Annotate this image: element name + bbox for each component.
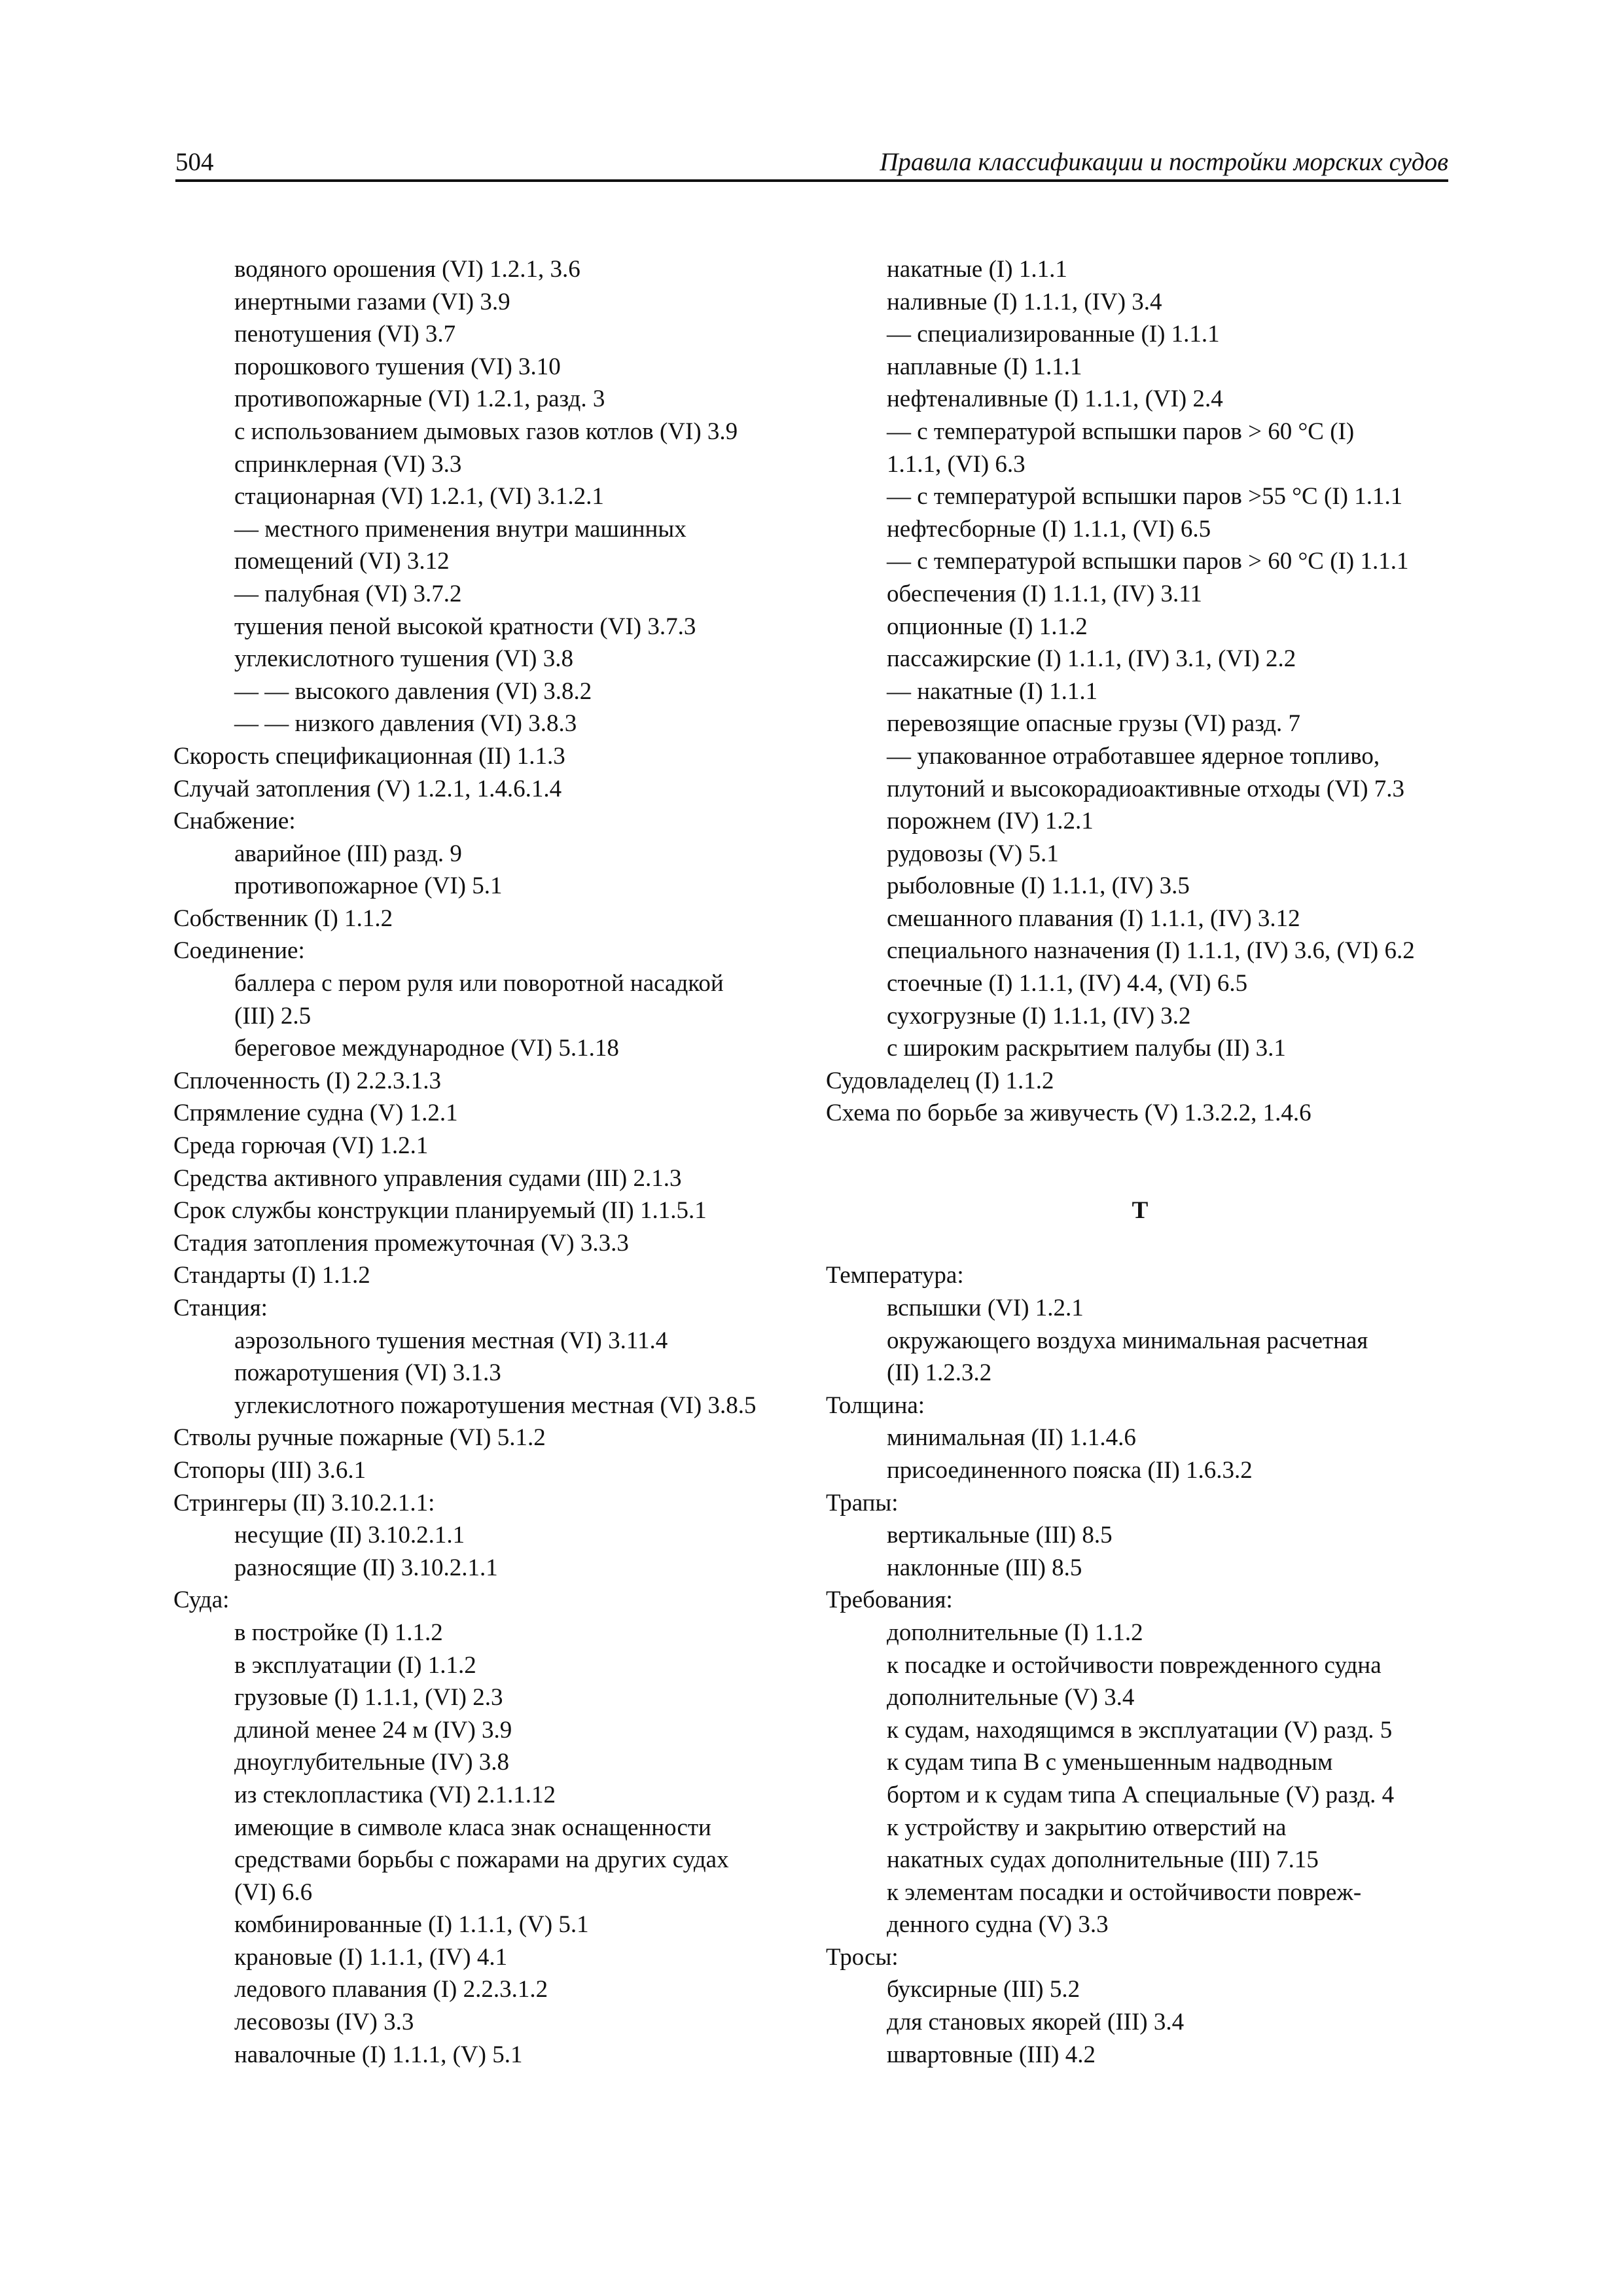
index-subentry: помещений (VI) 3.12 (234, 548, 450, 575)
index-subentry: грузовые (I) 1.1.1, (VI) 2.3 (234, 1684, 503, 1712)
index-entry: Тросы: (826, 1943, 899, 1971)
index-entry: Стандарты (I) 1.1.2 (173, 1262, 370, 1289)
page-number: 504 (175, 148, 214, 176)
index-subentry: вспышки (VI) 1.2.1 (887, 1295, 1084, 1321)
index-subentry: бортом и к судам типа А специальные (V) разд. 4 (887, 1781, 1395, 1808)
index-subentry: для становых якорей (III) 3.4 (887, 2009, 1185, 2036)
index-subentry: присоединенного пояска (II) 1.6.3.2 (887, 1456, 1253, 1484)
index-subentry: перевозящие опасные грузы (VI) разд. 7 (887, 710, 1300, 738)
index-entry: Судовладелец (I) 1.1.2 (826, 1067, 1054, 1094)
index-subentry: дополнительные (I) 1.1.2 (887, 1619, 1143, 1646)
index-entry: Стволы ручные пожарные (VI) 5.1.2 (173, 1424, 546, 1452)
index-subentry: длиной менее 24 м (IV) 3.9 (234, 1716, 512, 1744)
index-entry: Станция: (173, 1295, 268, 1321)
index-entry: Случай затопления (V) 1.2.1, 1.4.6.1.4 (173, 775, 562, 802)
index-subentry: к судам типа В с уменьшенным надводным (887, 1749, 1333, 1776)
spacer (826, 1130, 1454, 1162)
index-entry: Стадия затопления промежуточная (V) 3.3.3 (173, 1229, 629, 1257)
index-subentry: рыболовные (I) 1.1.1, (IV) 3.5 (887, 872, 1190, 900)
index-subentry: — специализированные (I) 1.1.1 (887, 321, 1220, 348)
spacer (826, 1162, 1454, 1195)
index-subentry: накатные (I) 1.1.1 (887, 256, 1067, 283)
index-entry: Суда: (173, 1587, 230, 1614)
index-entry: Снабжение: (173, 808, 296, 835)
index-subentry: аэрозольного тушения местная (VI) 3.11.4 (234, 1327, 668, 1354)
index-subentry: буксирные (III) 5.2 (887, 1976, 1080, 2003)
index-entry: Спрямление судна (V) 1.2.1 (173, 1100, 458, 1127)
index-entry: Стопоры (III) 3.6.1 (173, 1456, 366, 1484)
index-subentry: — с температурой вспышки паров > 60 °С (I) 1.1.1 (887, 548, 1409, 575)
header-rule (175, 179, 1448, 182)
index-subentry: (III) 2.5 (234, 1002, 312, 1030)
index-subentry: — накатные (I) 1.1.1 (887, 677, 1098, 705)
index-entry: Сплоченность (I) 2.2.3.1.3 (173, 1067, 441, 1094)
index-subentry: рудовозы (V) 5.1 (887, 840, 1059, 867)
index-subentry: накатных судах дополнительные (III) 7.15 (887, 1846, 1319, 1874)
index-subentry: — местного применения внутри машинных (234, 515, 687, 543)
index-subentry: дноуглубительные (IV) 3.8 (234, 1749, 510, 1776)
index-subentry: с широким раскрытием палубы (II) 3.1 (887, 1035, 1286, 1062)
index-subentry: инертными газами (VI) 3.9 (234, 288, 510, 315)
index-subentry: к судам, находящимся в эксплуатации (V) разд. 5 (887, 1716, 1393, 1744)
index-entry: Трапы: (826, 1489, 899, 1516)
index-entry: Схема по борьбе за живучесть (V) 1.3.2.2, 1.4.6 (826, 1100, 1311, 1127)
index-subentry: разносящие (II) 3.10.2.1.1 (234, 1554, 498, 1581)
index-subentry: средствами борьбы с пожарами на других судах (234, 1846, 729, 1874)
index-subentry: несущие (II) 3.10.2.1.1 (234, 1522, 465, 1549)
index-subentry: нефтесборные (I) 1.1.1, (VI) 6.5 (887, 515, 1211, 543)
index-subentry: минимальная (II) 1.1.4.6 (887, 1424, 1136, 1452)
index-subentry: имеющие в символе класа знак оснащенности (234, 1814, 711, 1841)
index-subentry: пенотушения (VI) 3.7 (234, 321, 456, 348)
index-subentry: сухогрузные (I) 1.1.1, (IV) 3.2 (887, 1002, 1191, 1030)
index-subentry: к устройству и закрытию отверстий на (887, 1814, 1287, 1841)
index-subentry: вертикальные (III) 8.5 (887, 1522, 1113, 1549)
spacer (826, 1227, 1454, 1260)
index-subentry: наклонные (III) 8.5 (887, 1554, 1082, 1581)
index-entry: Температура: (826, 1262, 964, 1289)
index-subentry: баллера с пером руля или поворотной насадкой (234, 970, 724, 997)
index-subentry: плутоний и высокорадиоактивные отходы (VI) 7.3 (887, 775, 1405, 802)
index-subentry: спринклерная (VI) 3.3 (234, 450, 462, 478)
index-subentry: нефтеналивные (I) 1.1.1, (VI) 2.4 (887, 386, 1223, 413)
index-entry: Средства активного управления судами (III) 2.1.3 (173, 1164, 682, 1192)
index-subentry: 1.1.1, (VI) 6.3 (887, 450, 1026, 478)
running-title: Правила классификации и постройки морских судов (880, 148, 1448, 176)
index-entry: Среда горючая (VI) 1.2.1 (173, 1132, 429, 1160)
index-subentry: наливные (I) 1.1.1, (IV) 3.4 (887, 288, 1162, 315)
index-subentry: специального назначения (I) 1.1.1, (IV) 3.6, (VI) 6.2 (887, 937, 1415, 965)
index-entry: Требования: (826, 1587, 953, 1614)
index-subentry: — упакованное отработавшее ядерное топливо, (887, 742, 1380, 770)
index-subentry: дополнительные (V) 3.4 (887, 1684, 1135, 1712)
index-subentry: — с температурой вспышки паров > 60 °С (I) (887, 418, 1355, 445)
page-header (175, 145, 1448, 179)
index-subentry: из стеклопластика (VI) 2.1.1.12 (234, 1781, 556, 1808)
index-subentry: швартовные (III) 4.2 (887, 2041, 1096, 2068)
index-subentry: стоечные (I) 1.1.1, (IV) 4.4, (VI) 6.5 (887, 970, 1248, 997)
index-subentry: порожнем (IV) 1.2.1 (887, 808, 1094, 835)
index-subentry: береговое международное (VI) 5.1.18 (234, 1035, 619, 1062)
index-subentry: — с температурой вспышки паров >55 °С (I) 1.1.1 (887, 483, 1403, 511)
index-subentry: — — высокого давления (VI) 3.8.2 (234, 677, 592, 705)
index-subentry: — — низкого давления (VI) 3.8.3 (234, 710, 577, 738)
index-entry: Стрингеры (II) 3.10.2.1.1: (173, 1489, 435, 1516)
index-entry: Собственник (I) 1.1.2 (173, 905, 393, 932)
index-column-right (826, 253, 1454, 2071)
index-subentry: к посадке и остойчивости поврежденного судна (887, 1651, 1382, 1679)
index-subentry: аварийное (III) разд. 9 (234, 840, 462, 867)
index-subentry: тушения пеной высокой кратности (VI) 3.7.3 (234, 613, 696, 640)
index-entry: Срок службы конструкции планируемый (II) 1.1.5.1 (173, 1197, 707, 1225)
index-entry: Соединение: (173, 937, 305, 965)
index-subentry: смешанного плавания (I) 1.1.1, (IV) 3.12 (887, 905, 1300, 932)
index-subentry: в эксплуатации (I) 1.1.2 (234, 1651, 476, 1679)
index-subentry: к элементам посадки и остойчивости повреж- (887, 1878, 1362, 1906)
index-subentry: лесовозы (IV) 3.3 (234, 2009, 414, 2036)
index-subentry: наплавные (I) 1.1.1 (887, 353, 1082, 380)
index-subentry: углекислотного пожаротушения местная (VI) 3.8.5 (234, 1391, 757, 1419)
index-subentry: пожаротушения (VI) 3.1.3 (234, 1359, 501, 1387)
index-subentry: пассажирские (I) 1.1.1, (IV) 3.1, (VI) 2.2 (887, 645, 1296, 673)
index-subentry: в постройке (I) 1.1.2 (234, 1619, 443, 1646)
index-subentry: порошкового тушения (VI) 3.10 (234, 353, 561, 380)
index-subentry: навалочные (I) 1.1.1, (V) 5.1 (234, 2041, 523, 2068)
index-subentry: (VI) 6.6 (234, 1878, 313, 1906)
section-letter: Т (1132, 1197, 1149, 1225)
index-subentry: противопожарное (VI) 5.1 (234, 872, 503, 900)
index-subentry: ледового плавания (I) 2.2.3.1.2 (234, 1976, 548, 2003)
index-subentry: опционные (I) 1.1.2 (887, 613, 1088, 640)
index-subentry: — палубная (VI) 3.7.2 (234, 580, 462, 607)
index-subentry: крановые (I) 1.1.1, (IV) 4.1 (234, 1943, 508, 1971)
index-entry: Толщина: (826, 1391, 925, 1419)
index-subentry: денного судна (V) 3.3 (887, 1911, 1109, 1939)
index-subentry: комбинированные (I) 1.1.1, (V) 5.1 (234, 1911, 589, 1939)
index-entry: Скорость спецификационная (II) 1.1.3 (173, 742, 565, 770)
index-subentry: противопожарные (VI) 1.2.1, разд. 3 (234, 386, 605, 413)
index-subentry: с использованием дымовых газов котлов (VI) 3.9 (234, 418, 738, 445)
index-subentry: (II) 1.2.3.2 (887, 1359, 992, 1387)
index-column-left (173, 253, 828, 2071)
index-subentry: стационарная (VI) 1.2.1, (VI) 3.1.2.1 (234, 483, 604, 511)
index-subentry: углекислотного тушения (VI) 3.8 (234, 645, 573, 673)
index-subentry: обеспечения (I) 1.1.1, (IV) 3.11 (887, 580, 1202, 607)
index-subentry: водяного орошения (VI) 1.2.1, 3.6 (234, 256, 580, 283)
index-subentry: окружающего воздуха минимальная расчетная (887, 1327, 1368, 1354)
